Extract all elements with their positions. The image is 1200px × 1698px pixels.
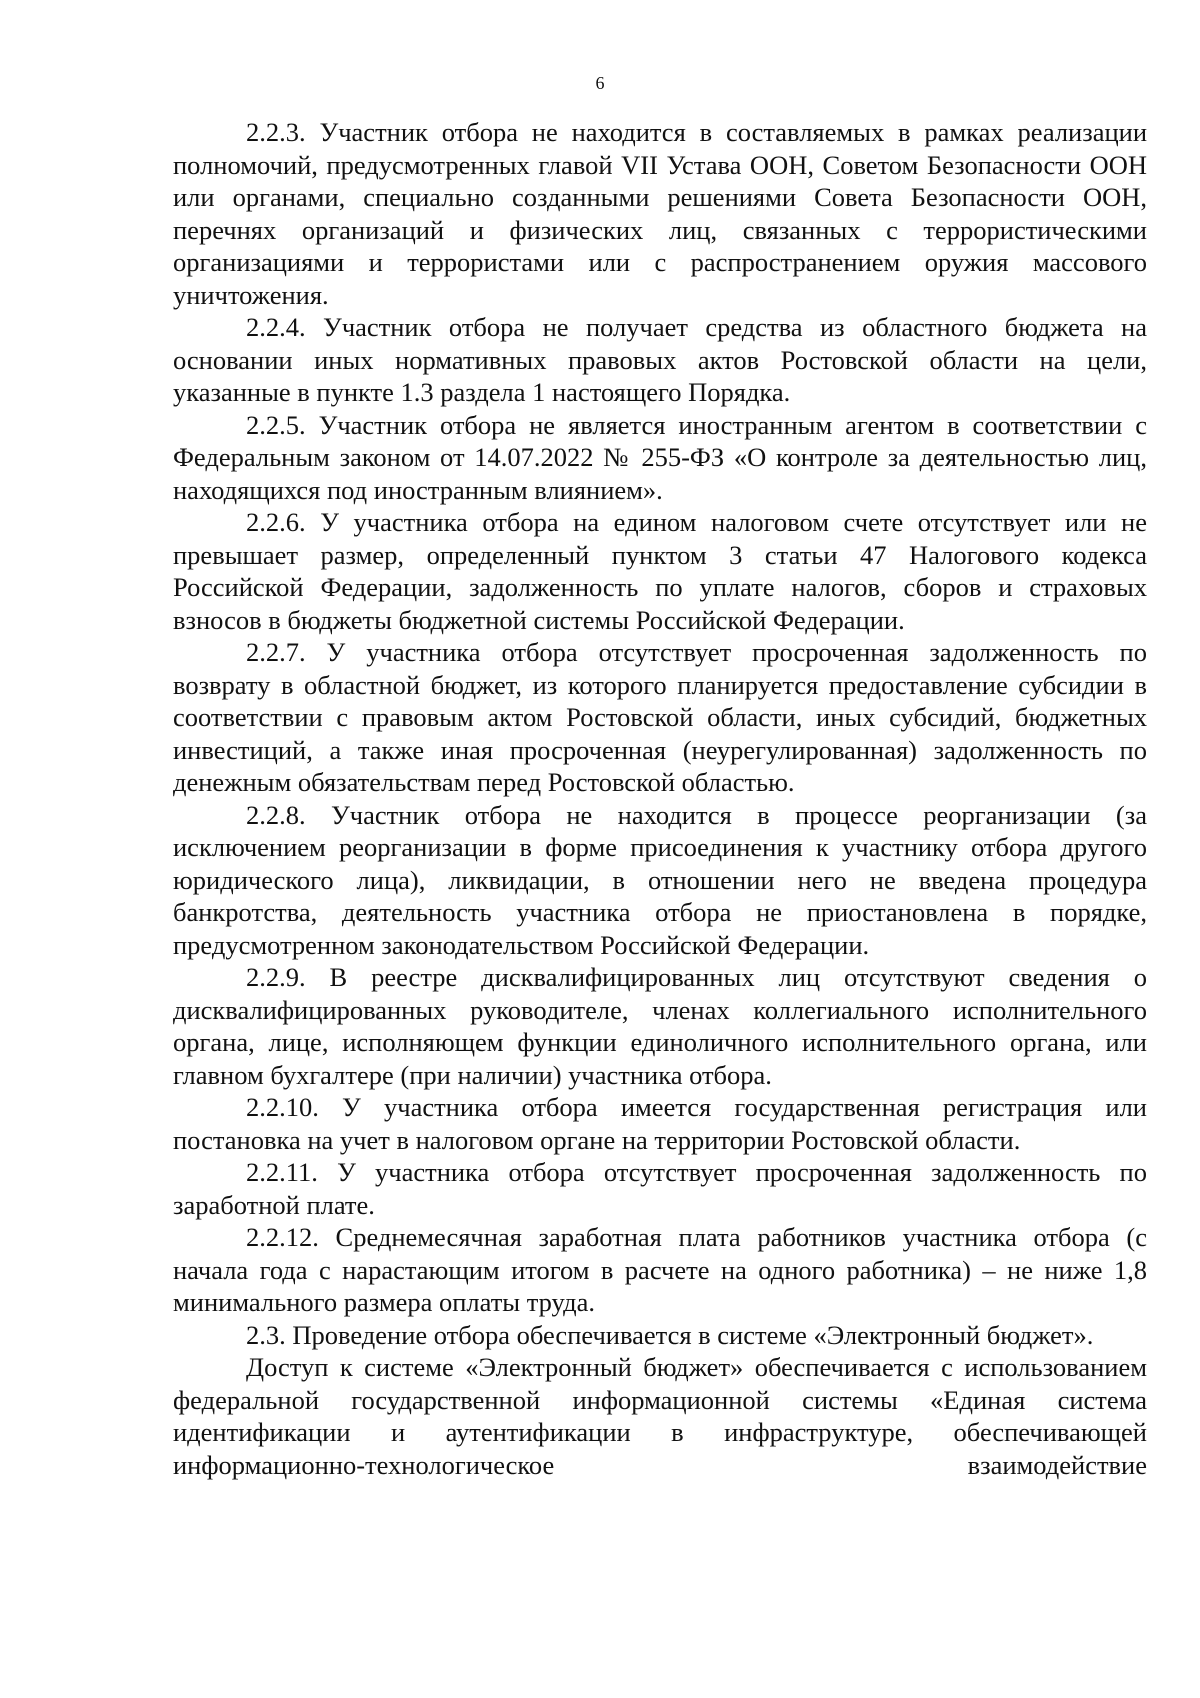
paragraph-2-3: 2.3. Проведение отбора обеспечивается в системе «Электронный бюджет». [246, 1319, 1094, 1350]
paragraph-2-2-3: 2.2.3. Участник отбора не находится в составляемых в рамках реализации полномочий, предусмотренных главой VII Устава ООН, Советом Безопасности ООН или органами, специально созданными решениями Совета Безопасности ООН, перечнях организаций и физических лиц, связанных с террористическими организациями и террористами или с распространением оружия массового уничтожения. [173, 117, 1147, 310]
paragraph-2-2-12: 2.2.12. Среднемесячная заработная плата работников участника отбора (с начала года с нарастающим итогом в расчете на одного работника) – не ниже 1,8 минимального размера оплаты труда. [173, 1222, 1147, 1317]
paragraph-2-2-9: 2.2.9. В реестре дисквалифицированных лиц отсутствуют сведения о дисквалифицированных руководителе, членах коллегиального исполнительного органа, лице, исполняющем функции единоличного исполнительного органа, или главном бухгалтере (при наличии) участника отбора. [173, 962, 1147, 1090]
paragraph-2-2-5: 2.2.5. Участник отбора не является иностранным агентом в соответствии с Федеральным законом от 14.07.2022 № 255-ФЗ «О контроле за деятельностью лиц, находящихся под иностранным влиянием». [173, 409, 1147, 505]
paragraph-2-2-11: 2.2.11. У участника отбора отсутствует просроченная задолженность по заработной плате. [173, 1157, 1147, 1220]
paragraph-2-2-7: 2.2.7. У участника отбора отсутствует просроченная задолженность по возврату в областной бюджет, из которого планируется предоставление субсидии в соответствии с правовым актом Ростовской области, иных субсидий, бюджетных инвестиций, а также иная просроченная (неурегулированная) задолженность по денежным обязательствам перед Ростовской областью. [173, 637, 1147, 797]
paragraph-2-2-8: 2.2.8. Участник отбора не находится в процессе реорганизации (за исключением реорганизации в форме присоединения к участнику отбора другого юридического лица), ликвидации, в отношении него не введена процедура банкротства, деятельность участника отбора не приостановлена в порядке, предусмотренном законодательством Российской Федерации. [173, 799, 1147, 960]
paragraph-2-2-4: 2.2.4. Участник отбора не получает средства из областного бюджета на основании иных нормативных правовых актов Ростовской области на цели, указанные в пункте 1.3 раздела 1 настоящего Порядка. [173, 312, 1147, 407]
paragraph-access: Доступ к системе «Электронный бюджет» обеспечивается с использованием федеральной государственной информационной системы «Единая система идентификации и аутентификации в инфраструктуре, обеспечивающей информационно-технологическое взаимодействие [173, 1352, 1147, 1480]
paragraph-2-2-10: 2.2.10. У участника отбора имеется государственная регистрация или постановка на учет в налоговом органе на территории Ростовской области. [173, 1092, 1147, 1155]
paragraph-2-2-6: 2.2.6. У участника отбора на едином налоговом счете отсутствует или не превышает размер, определенный пунктом 3 статьи 47 Налогового кодекса Российской Федерации, задолженность по уплате налогов, сборов и страховых взносов в бюджеты бюджетной системы Российской Федерации. [173, 507, 1147, 635]
document-body [173, 116, 1147, 1481]
page-number: 6 [595, 73, 605, 93]
